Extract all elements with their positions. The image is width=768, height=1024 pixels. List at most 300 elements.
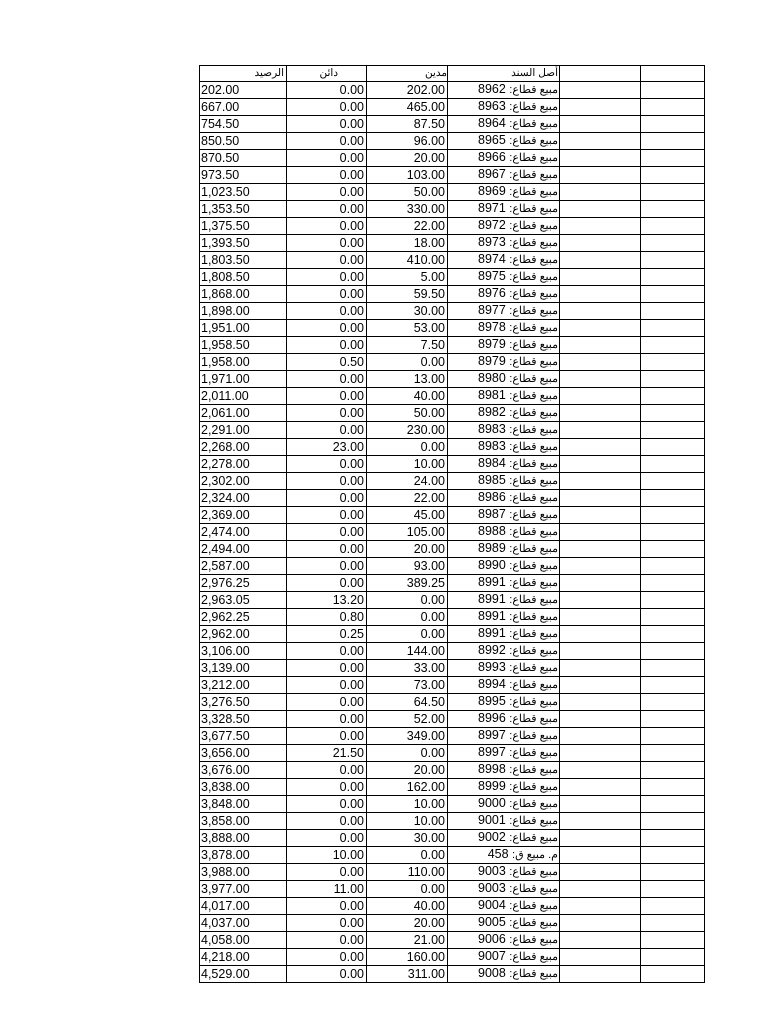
document-number: 8971 [478,201,506,216]
empty-cell [560,507,641,524]
table-row [200,575,705,592]
credit-cell: 0.00 [287,796,367,813]
debit-cell: 0.00 [367,592,448,609]
credit-cell: 0.00 [287,184,367,201]
document-cell [448,541,560,558]
table-row [200,847,705,864]
balance-cell: 4,529.00 [200,966,287,983]
debit-cell: 50.00 [367,405,448,422]
document-cell [448,388,560,405]
credit-cell: 0.00 [287,524,367,541]
debit-cell: 52.00 [367,711,448,728]
empty-cell [560,439,641,456]
document-label: مبيع قطاع: [509,679,558,692]
document-label: مبيع قطاع: [509,543,558,556]
table-row [200,609,705,626]
balance-cell: 667.00 [200,99,287,116]
document-number: 8991 [478,575,506,590]
document-number: 8977 [478,303,506,318]
balance-cell: 2,962.25 [200,609,287,626]
document-label: مبيع قطاع: [509,492,558,505]
document-number: 8966 [478,150,506,165]
document-label: مبيع قطاع: [509,594,558,607]
empty-cell [641,490,705,507]
debit-cell: 202.00 [367,82,448,99]
document-number: 8964 [478,116,506,131]
document-cell [448,269,560,286]
empty-cell [641,269,705,286]
credit-cell: 0.00 [287,949,367,966]
balance-cell: 2,302.00 [200,473,287,490]
document-cell [448,830,560,847]
ledger-body [200,82,705,983]
balance-cell: 4,058.00 [200,932,287,949]
empty-cell [560,898,641,915]
table-row [200,932,705,949]
table-row [200,405,705,422]
empty-cell [641,592,705,609]
credit-cell: 0.00 [287,575,367,592]
empty-cell [641,371,705,388]
header-empty-1 [560,66,641,82]
document-cell [448,422,560,439]
document-cell [448,796,560,813]
document-label: مبيع قطاع: [509,577,558,590]
document-cell [448,82,560,99]
table-row [200,388,705,405]
document-cell [448,847,560,864]
document-label: مبيع قطاع: [509,186,558,199]
document-cell [448,609,560,626]
empty-cell [560,558,641,575]
credit-cell: 0.00 [287,252,367,269]
document-number: 9005 [478,915,506,930]
document-cell [448,490,560,507]
empty-cell [560,371,641,388]
empty-cell [641,847,705,864]
credit-cell: 0.00 [287,150,367,167]
empty-cell [641,524,705,541]
credit-cell: 0.50 [287,354,367,371]
document-cell [448,133,560,150]
table-row [200,133,705,150]
credit-cell: 0.00 [287,558,367,575]
credit-cell: 0.00 [287,473,367,490]
balance-cell: 973.50 [200,167,287,184]
document-label: مبيع قطاع: [509,798,558,811]
header-row [200,66,705,82]
balance-cell: 1,393.50 [200,235,287,252]
credit-cell: 0.00 [287,320,367,337]
table-row [200,711,705,728]
debit-cell: 0.00 [367,626,448,643]
balance-cell: 3,106.00 [200,643,287,660]
document-number: 8983 [478,439,506,454]
document-cell [448,694,560,711]
document-cell [448,116,560,133]
empty-cell [560,711,641,728]
debit-cell: 105.00 [367,524,448,541]
document-label: مبيع قطاع: [509,917,558,930]
document-label: مبيع قطاع: [509,764,558,777]
balance-cell: 2,976.25 [200,575,287,592]
document-number: 8984 [478,456,506,471]
empty-cell [560,796,641,813]
table-row [200,592,705,609]
debit-cell: 10.00 [367,456,448,473]
empty-cell [641,677,705,694]
document-label: مبيع قطاع: [509,832,558,845]
document-label: مبيع قطاع: [509,271,558,284]
document-label: مبيع قطاع: [509,713,558,726]
credit-cell: 0.00 [287,201,367,218]
empty-cell [641,779,705,796]
document-label: مبيع قطاع: [509,662,558,675]
debit-cell: 465.00 [367,99,448,116]
empty-cell [641,898,705,915]
credit-cell: 0.00 [287,898,367,915]
document-cell [448,507,560,524]
empty-cell [560,337,641,354]
debit-cell: 45.00 [367,507,448,524]
empty-cell [560,626,641,643]
table-row [200,456,705,473]
document-label: مبيع قطاع: [509,883,558,896]
document-label: مبيع قطاع: [509,407,558,420]
empty-cell [641,728,705,745]
document-label: مبيع قطاع: [509,628,558,641]
document-number: 9003 [478,881,506,896]
document-number: 8972 [478,218,506,233]
debit-cell: 0.00 [367,609,448,626]
debit-cell: 20.00 [367,150,448,167]
header-document: أصل السند [448,66,560,82]
document-cell [448,592,560,609]
credit-cell: 0.00 [287,779,367,796]
balance-cell: 3,988.00 [200,864,287,881]
document-number: 8997 [478,745,506,760]
debit-cell: 5.00 [367,269,448,286]
empty-cell [560,745,641,762]
debit-cell: 311.00 [367,966,448,983]
document-cell [448,320,560,337]
balance-cell: 2,278.00 [200,456,287,473]
document-label: مبيع قطاع: [509,356,558,369]
document-cell [448,524,560,541]
document-label: مبيع قطاع: [509,900,558,913]
balance-cell: 754.50 [200,116,287,133]
document-number: 9000 [478,796,506,811]
document-label: مبيع قطاع: [509,611,558,624]
document-number: 8992 [478,643,506,658]
credit-cell: 0.00 [287,966,367,983]
empty-cell [560,269,641,286]
document-cell [448,286,560,303]
table-row [200,796,705,813]
document-number: 8988 [478,524,506,539]
document-cell [448,949,560,966]
balance-cell: 3,656.00 [200,745,287,762]
empty-cell [560,286,641,303]
empty-cell [641,830,705,847]
document-number: 8982 [478,405,506,420]
empty-cell [560,660,641,677]
credit-cell: 0.00 [287,728,367,745]
table-row [200,558,705,575]
balance-cell: 2,963.05 [200,592,287,609]
empty-cell [641,694,705,711]
debit-cell: 96.00 [367,133,448,150]
table-row [200,269,705,286]
table-row [200,337,705,354]
balance-cell: 2,324.00 [200,490,287,507]
balance-cell: 1,808.50 [200,269,287,286]
empty-cell [560,235,641,252]
credit-cell: 0.00 [287,388,367,405]
ledger-table [199,65,705,983]
debit-cell: 0.00 [367,745,448,762]
debit-cell: 0.00 [367,439,448,456]
document-label: مبيع قطاع: [509,101,558,114]
empty-cell [641,762,705,779]
empty-cell [560,201,641,218]
debit-cell: 160.00 [367,949,448,966]
debit-cell: 30.00 [367,303,448,320]
document-label: مبيع قطاع: [509,373,558,386]
credit-cell: 0.00 [287,133,367,150]
credit-cell: 0.00 [287,405,367,422]
credit-cell: 13.20 [287,592,367,609]
empty-cell [560,490,641,507]
document-cell [448,643,560,660]
document-number: 8991 [478,626,506,641]
credit-cell: 0.00 [287,167,367,184]
empty-cell [641,439,705,456]
document-number: 9002 [478,830,506,845]
credit-cell: 21.50 [287,745,367,762]
table-row [200,745,705,762]
document-label: مبيع قطاع: [509,118,558,131]
document-number: 8965 [478,133,506,148]
empty-cell [560,677,641,694]
balance-cell: 3,888.00 [200,830,287,847]
document-label: مبيع قطاع: [509,747,558,760]
table-row [200,507,705,524]
empty-cell [641,626,705,643]
document-number: 8981 [478,388,506,403]
empty-cell [641,303,705,320]
empty-cell [560,541,641,558]
balance-cell: 3,328.50 [200,711,287,728]
empty-cell [560,728,641,745]
empty-cell [560,524,641,541]
document-number: 8963 [478,99,506,114]
empty-cell [641,745,705,762]
document-label: مبيع قطاع: [509,509,558,522]
debit-cell: 21.00 [367,932,448,949]
balance-cell: 2,962.00 [200,626,287,643]
empty-cell [560,592,641,609]
document-cell [448,167,560,184]
balance-cell: 3,676.00 [200,762,287,779]
document-number: 8967 [478,167,506,182]
document-number: 9001 [478,813,506,828]
document-cell [448,932,560,949]
debit-cell: 50.00 [367,184,448,201]
credit-cell: 0.25 [287,626,367,643]
table-row [200,524,705,541]
debit-cell: 20.00 [367,541,448,558]
debit-cell: 0.00 [367,847,448,864]
empty-cell [560,932,641,949]
empty-cell [560,150,641,167]
credit-cell: 0.00 [287,490,367,507]
balance-cell: 3,276.50 [200,694,287,711]
empty-cell [560,779,641,796]
debit-cell: 410.00 [367,252,448,269]
document-number: 8994 [478,677,506,692]
document-label: مبيع قطاع: [509,730,558,743]
empty-cell [641,286,705,303]
table-row [200,830,705,847]
document-number: 8991 [478,609,506,624]
table-row [200,660,705,677]
balance-cell: 4,037.00 [200,915,287,932]
debit-cell: 10.00 [367,813,448,830]
empty-cell [641,184,705,201]
document-label: مبيع قطاع: [509,781,558,794]
debit-cell: 18.00 [367,235,448,252]
empty-cell [641,643,705,660]
document-cell [448,728,560,745]
empty-cell [641,932,705,949]
debit-cell: 20.00 [367,762,448,779]
document-label: مبيع قطاع: [509,934,558,947]
document-number: 8990 [478,558,506,573]
debit-cell: 24.00 [367,473,448,490]
debit-cell: 33.00 [367,660,448,677]
document-number: 8969 [478,184,506,199]
balance-cell: 2,474.00 [200,524,287,541]
empty-cell [560,864,641,881]
document-cell [448,235,560,252]
credit-cell: 10.00 [287,847,367,864]
empty-cell [641,609,705,626]
document-label: مبيع قطاع: [509,645,558,658]
credit-cell: 0.80 [287,609,367,626]
document-cell [448,99,560,116]
document-number: 8983 [478,422,506,437]
credit-cell: 0.00 [287,932,367,949]
empty-cell [641,541,705,558]
document-cell [448,218,560,235]
document-number: 8991 [478,592,506,607]
balance-cell: 1,958.50 [200,337,287,354]
balance-cell: 2,587.00 [200,558,287,575]
debit-cell: 0.00 [367,354,448,371]
empty-cell [641,99,705,116]
document-number: 9004 [478,898,506,913]
table-row [200,218,705,235]
credit-cell: 0.00 [287,235,367,252]
debit-cell: 87.50 [367,116,448,133]
table-row [200,728,705,745]
debit-cell: 30.00 [367,830,448,847]
empty-cell [560,575,641,592]
empty-cell [560,354,641,371]
debit-cell: 389.25 [367,575,448,592]
credit-cell: 0.00 [287,116,367,133]
document-label: مبيع قطاع: [509,203,558,216]
table-row [200,439,705,456]
balance-cell: 2,061.00 [200,405,287,422]
balance-cell: 4,218.00 [200,949,287,966]
document-cell [448,864,560,881]
debit-cell: 230.00 [367,422,448,439]
table-row [200,949,705,966]
empty-cell [560,915,641,932]
document-number: 9007 [478,949,506,964]
document-label: مبيع قطاع: [509,339,558,352]
document-cell [448,456,560,473]
table-row [200,762,705,779]
empty-cell [560,388,641,405]
credit-cell: 0.00 [287,915,367,932]
empty-cell [641,235,705,252]
empty-cell [641,456,705,473]
table-row [200,881,705,898]
balance-cell: 3,977.00 [200,881,287,898]
empty-cell [560,218,641,235]
empty-cell [641,150,705,167]
balance-cell: 3,212.00 [200,677,287,694]
empty-cell [560,303,641,320]
balance-cell: 1,868.00 [200,286,287,303]
document-label: مبيع قطاع: [509,305,558,318]
credit-cell: 0.00 [287,677,367,694]
debit-cell: 13.00 [367,371,448,388]
empty-cell [560,82,641,99]
document-cell [448,660,560,677]
table-row [200,779,705,796]
debit-cell: 40.00 [367,898,448,915]
balance-cell: 1,971.00 [200,371,287,388]
credit-cell: 0.00 [287,864,367,881]
header-balance: الرصيد [200,66,287,82]
credit-cell: 0.00 [287,303,367,320]
debit-cell: 0.00 [367,881,448,898]
table-row [200,286,705,303]
table-row [200,422,705,439]
document-number: 458 [487,847,509,862]
balance-cell: 2,369.00 [200,507,287,524]
balance-cell: 2,494.00 [200,541,287,558]
table-row [200,541,705,558]
empty-cell [641,949,705,966]
debit-cell: 144.00 [367,643,448,660]
debit-cell: 73.00 [367,677,448,694]
table-row [200,813,705,830]
document-cell [448,558,560,575]
document-number: 8997 [478,728,506,743]
document-label: مبيع قطاع: [509,220,558,233]
balance-cell: 1,023.50 [200,184,287,201]
document-cell [448,966,560,983]
document-number: 8979 [478,337,506,352]
document-label: مبيع قطاع: [509,526,558,539]
document-cell [448,184,560,201]
table-row [200,201,705,218]
